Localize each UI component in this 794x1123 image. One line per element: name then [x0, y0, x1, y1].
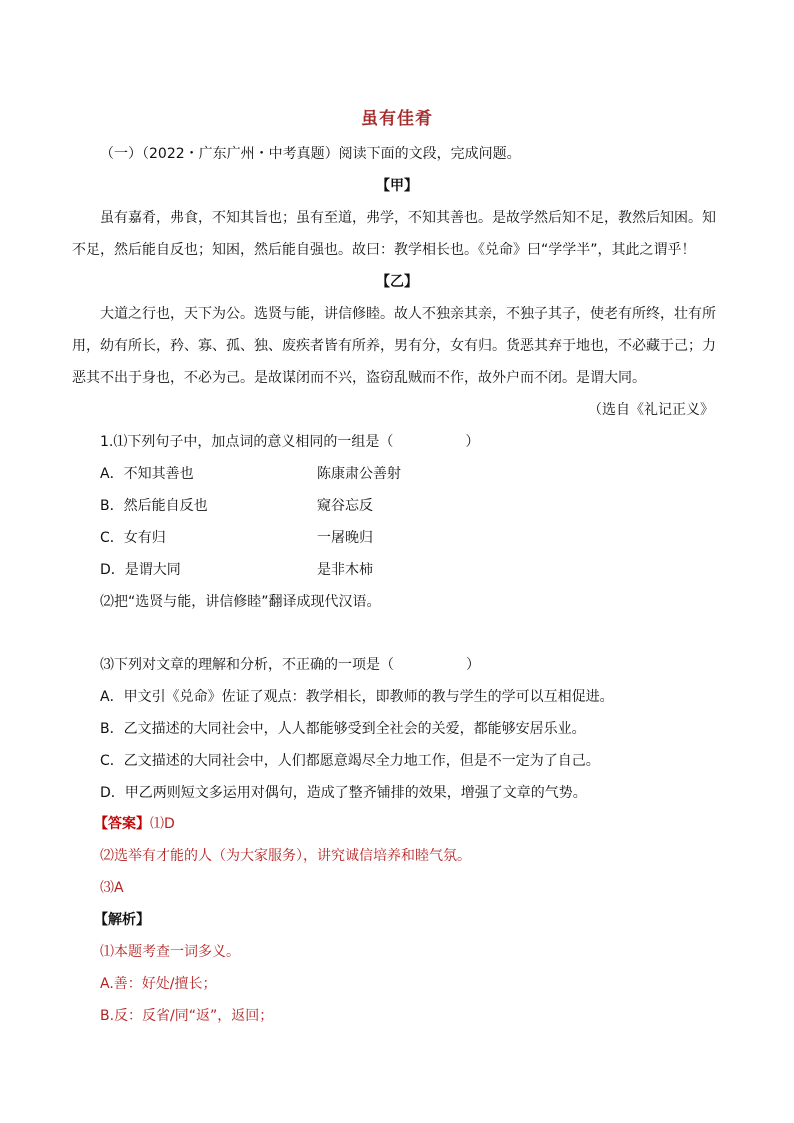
q3-option-c: C．乙文描述的大同社会中，人们都愿意竭尽全力地工作，但是不一定为了自己。: [100, 753, 600, 769]
yi-line-3: 恶其不出于身也，不必为己。是故谋闭而不兴，盗窃乱贼而不作，故外户而不闭。是谓大同。: [72, 370, 646, 386]
question-1-prompt: [100, 432, 479, 452]
option-a-left: A．不知其善也: [100, 466, 194, 482]
question-1-text: 1.⑴下列句子中，加点词的意义相同的一组是（: [100, 434, 394, 450]
question-1-close: ）: [465, 434, 480, 450]
yi-line-2: 用，幼有所长，矜、寡、孤、独、废疾者皆有所养，男有分，女有归。货恶其弃于地也，不必藏于己；力: [72, 338, 716, 354]
analysis-line-2: A.善：好处/擅长；: [100, 976, 217, 992]
answer-1: ⑴D: [150, 816, 175, 832]
yi-line-1: 大道之行也，天下为公。选贤与能，讲信修睦。故人不独亲其亲，不独子其子，使老有所终，壮有所: [100, 306, 716, 322]
yi-heading: 【乙】: [376, 274, 418, 290]
option-b-right: 窥谷忘反: [317, 498, 373, 514]
jia-line-2: 不足，然后能自反也；知困，然后能自强也。故曰：教学相长也。《兑命》曰“学学半”，其此之谓乎！: [72, 242, 696, 258]
intro-line: （一）（2022・广东广州・中考真题）阅读下面的文段，完成问题。: [100, 146, 521, 162]
source-citation: （选自《礼记正义》: [588, 402, 714, 418]
analysis-label: 【解析】: [94, 912, 150, 928]
question-3-close: ）: [466, 657, 480, 673]
q3-option-a: A．甲文引《兑命》佐证了观点：教学相长，即教师的教与学生的学可以互相促进。: [100, 689, 614, 705]
jia-heading: 【甲】: [376, 178, 418, 194]
option-b-left: B．然后能自反也: [100, 498, 208, 514]
answer-label: 【答案】: [94, 816, 150, 832]
page-title: 虽有佳肴: [361, 109, 433, 129]
question-3-prompt: [100, 655, 480, 675]
analysis-line-1: ⑴本题考查一词多义。: [100, 944, 240, 960]
option-d-right: 是非木柿: [317, 562, 373, 578]
q3-option-d: D．甲乙两则短文多运用对偶句，造成了整齐铺排的效果，增强了文章的气势。: [100, 785, 587, 801]
answer-2: ⑵选举有才能的人（为大家服务），讲究诚信培养和睦气氛。: [100, 848, 471, 864]
analysis-line-3: B.反：反省/同“返”，返回；: [100, 1008, 274, 1024]
question-3-text: ⑶下列对文章的理解和分析，不正确的一项是（: [100, 657, 394, 673]
option-d-left: D．是谓大同: [100, 562, 181, 578]
q3-option-b: B．乙文描述的大同社会中，人人都能够受到全社会的关爱，都能够安居乐业。: [100, 721, 586, 737]
option-c-left: C．女有归: [100, 530, 166, 546]
answer-3: ⑶A: [100, 880, 124, 896]
question-2: ⑵把“选贤与能，讲信修睦”翻译成现代汉语。: [100, 594, 381, 610]
answer-line-1: [94, 814, 175, 834]
option-c-right: 一屠晚归: [317, 530, 373, 546]
option-a-right: 陈康肃公善射: [317, 466, 401, 482]
jia-line-1: 虽有嘉肴，弗食，不知其旨也；虽有至道，弗学，不知其善也。是故学然后知不足，教然后知困。知: [100, 210, 716, 226]
